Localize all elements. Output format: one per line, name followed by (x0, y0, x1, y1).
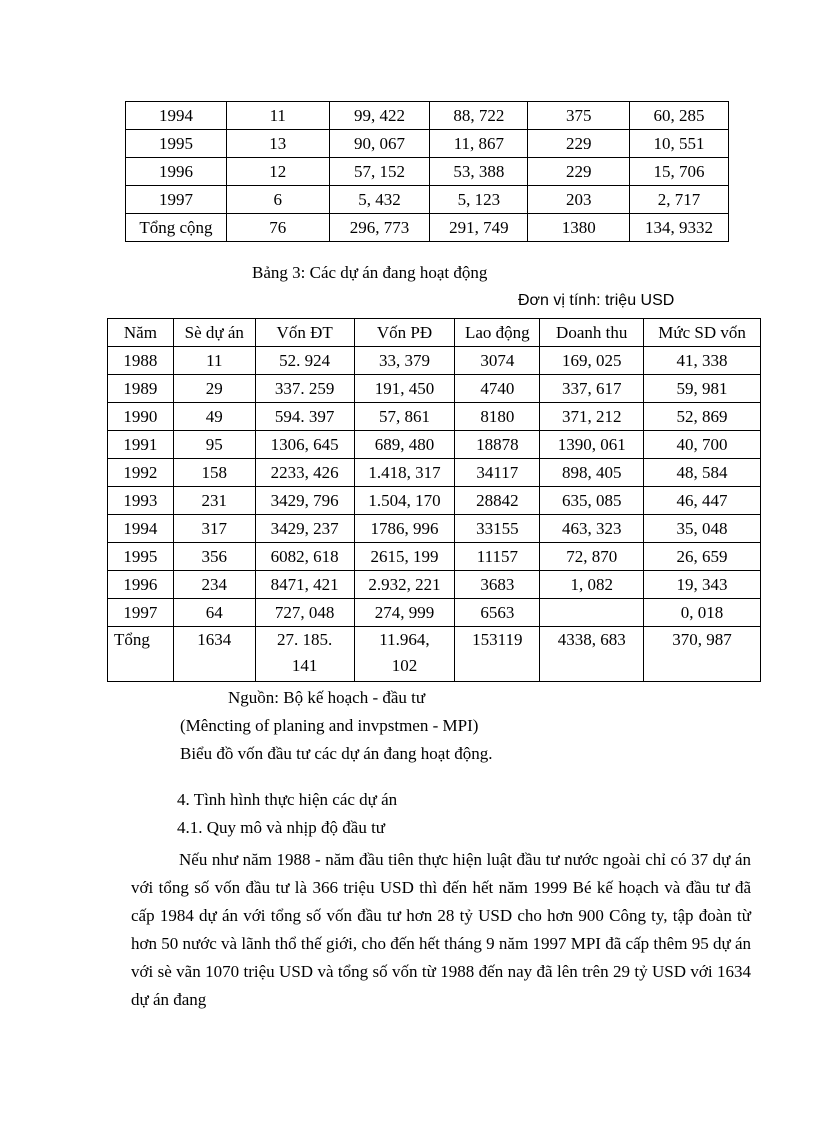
total-revenue: 4338, 683 (540, 627, 644, 682)
header-cell: Vốn ĐT (255, 319, 354, 347)
table-cell: 0, 018 (644, 599, 761, 627)
table-cell: 1380 (528, 214, 630, 242)
table-cell: 169, 025 (540, 347, 644, 375)
table-cell: 60, 285 (630, 102, 729, 130)
table-cell: 1994 (108, 515, 174, 543)
table-cell: 337. 259 (255, 375, 354, 403)
table-row (108, 599, 761, 627)
table-cell: 11, 867 (430, 130, 528, 158)
table-cell: 5, 432 (329, 186, 430, 214)
header-cell: Năm (108, 319, 174, 347)
total-row (108, 627, 761, 682)
table-cell: 11 (226, 102, 329, 130)
table-row (108, 375, 761, 403)
table-cell: 13 (226, 130, 329, 158)
table-cell: 1786, 996 (354, 515, 455, 543)
table-cell: 727, 048 (255, 599, 354, 627)
table-cell: 15, 706 (630, 158, 729, 186)
table-cell: 49 (173, 403, 255, 431)
table-cell: 203 (528, 186, 630, 214)
total-von-pd-line1: 11.964, (379, 630, 430, 649)
summary-table-top (125, 101, 729, 242)
table-cell: 375 (528, 102, 630, 130)
table-cell: 594. 397 (255, 403, 354, 431)
header-cell: Vốn PĐ (354, 319, 455, 347)
table-cell: 1997 (108, 599, 174, 627)
table-cell: 6082, 618 (255, 543, 354, 571)
table-cell: 1306, 645 (255, 431, 354, 459)
table-row (108, 431, 761, 459)
table-cell: 19, 343 (644, 571, 761, 599)
table-cell: 291, 749 (430, 214, 528, 242)
table-cell: 18878 (455, 431, 540, 459)
table-cell: 356 (173, 543, 255, 571)
table-cell: 3429, 237 (255, 515, 354, 543)
table-cell: 76 (226, 214, 329, 242)
table-cell: 53, 388 (430, 158, 528, 186)
table-row (108, 487, 761, 515)
table-cell: 1989 (108, 375, 174, 403)
table-cell: 6 (226, 186, 329, 214)
table-cell: 52. 924 (255, 347, 354, 375)
total-label: Tổng (108, 627, 174, 682)
table-row (108, 571, 761, 599)
table-caption: Bảng 3: Các dự án đang hoạt động (252, 263, 488, 282)
table-cell: 191, 450 (354, 375, 455, 403)
table-cell: 40, 700 (644, 431, 761, 459)
table-cell: 59, 981 (644, 375, 761, 403)
total-von-dt (255, 627, 354, 682)
table-cell: 48, 584 (644, 459, 761, 487)
table-cell: 1995 (126, 130, 227, 158)
table-cell: 1988 (108, 347, 174, 375)
table-cell: 11157 (455, 543, 540, 571)
table-cell: 1.418, 317 (354, 459, 455, 487)
total-usage: 370, 987 (644, 627, 761, 682)
header-cell: Sè dự án (173, 319, 255, 347)
table-cell: 90, 067 (329, 130, 430, 158)
table-row (126, 158, 729, 186)
summary-table-body (126, 102, 729, 242)
table-cell: 46, 447 (644, 487, 761, 515)
header-cell: Mức SD vốn (644, 319, 761, 347)
table-cell: 2, 717 (630, 186, 729, 214)
table-cell: 3683 (455, 571, 540, 599)
table-cell: 231 (173, 487, 255, 515)
table-cell: 1390, 061 (540, 431, 644, 459)
source-line: Nguồn: Bộ kế hoạch - đầu tư (228, 688, 426, 707)
table-cell: 1990 (108, 403, 174, 431)
table-cell: 35, 048 (644, 515, 761, 543)
table-cell: 234 (173, 571, 255, 599)
total-labor: 153119 (455, 627, 540, 682)
table-row (108, 403, 761, 431)
table-cell: 11 (173, 347, 255, 375)
table-cell: 229 (528, 158, 630, 186)
table-row (126, 102, 729, 130)
table-cell: 28842 (455, 487, 540, 515)
table-cell: Tổng cộng (126, 214, 227, 242)
total-von-pd-line2: 102 (391, 656, 418, 675)
table-cell: 1, 082 (540, 571, 644, 599)
table-cell: 57, 152 (329, 158, 430, 186)
table-cell: 33, 379 (354, 347, 455, 375)
table-cell: 72, 870 (540, 543, 644, 571)
table-row (108, 543, 761, 571)
table-cell: 95 (173, 431, 255, 459)
table-cell: 689, 480 (354, 431, 455, 459)
section-heading-4: 4. Tình hình thực hiện các dự án (177, 790, 398, 809)
table-cell: 12 (226, 158, 329, 186)
section-heading-4-1: 4.1. Quy mô và nhịp độ đầu tư (177, 818, 386, 837)
table-cell: 229 (528, 130, 630, 158)
table-cell: 296, 773 (329, 214, 430, 242)
header-cell: Lao động (455, 319, 540, 347)
table-cell: 1994 (126, 102, 227, 130)
table-cell: 1993 (108, 487, 174, 515)
table-cell (540, 599, 644, 627)
table-cell: 6563 (455, 599, 540, 627)
table-cell: 2.932, 221 (354, 571, 455, 599)
table-cell: 26, 659 (644, 543, 761, 571)
table-cell: 1995 (108, 543, 174, 571)
table-cell: 57, 861 (354, 403, 455, 431)
table-cell: 41, 338 (644, 347, 761, 375)
table-cell: 8471, 421 (255, 571, 354, 599)
table-cell: 88, 722 (430, 102, 528, 130)
table-cell: 3074 (455, 347, 540, 375)
table-header-row (108, 319, 761, 347)
body-paragraph: Nếu như năm 1988 - năm đầu tiên thực hiện luật đầu tư nước ngoài chỉ có 37 dự án với tổng số vốn đầu tư là 366 triệu USD thì đến hết năm 1999 Bé kế hoạch và đầu tư đã cấp 1984 dự án với tổng số vốn đầu tư hơn 28 tỷ USD cho hơn 900 Công ty, tập đoàn từ hơn 50 nước và lãnh thổ thế giới, cho đến hết tháng 9 năm 1997 MPI đã cấp thêm 95 dự án với sè vãn 1070 triệu USD và tổng số vốn từ 1988 đến nay đã lên trên 29 tỷ USD với 1634 dự án đang (131, 850, 751, 1009)
table-row (108, 459, 761, 487)
table-row (126, 130, 729, 158)
table-cell: 99, 422 (329, 102, 430, 130)
table-cell: 64 (173, 599, 255, 627)
table-cell: 134, 9332 (630, 214, 729, 242)
table-cell: 2615, 199 (354, 543, 455, 571)
table-cell: 274, 999 (354, 599, 455, 627)
total-von-dt-line2: 141 (291, 656, 318, 675)
table-row (126, 186, 729, 214)
table-cell: 1992 (108, 459, 174, 487)
table-cell: 337, 617 (540, 375, 644, 403)
header-cell: Doanh thu (540, 319, 644, 347)
chart-caption: Biểu đồ vốn đầu tư các dự án đang hoạt động. (180, 744, 493, 763)
table-cell: 3429, 796 (255, 487, 354, 515)
table-cell: 2233, 426 (255, 459, 354, 487)
table-cell: 158 (173, 459, 255, 487)
table-cell: 463, 323 (540, 515, 644, 543)
total-projects: 1634 (173, 627, 255, 682)
active-projects-body (108, 347, 761, 627)
table-cell: 317 (173, 515, 255, 543)
table-cell: 371, 212 (540, 403, 644, 431)
total-von-dt-line1: 27. 185. (277, 630, 333, 649)
table-cell: 1996 (108, 571, 174, 599)
table-cell: 52, 869 (644, 403, 761, 431)
table-cell: 635, 085 (540, 487, 644, 515)
table-cell: 4740 (455, 375, 540, 403)
table-row (108, 347, 761, 375)
table-cell: 29 (173, 375, 255, 403)
table-cell: 33155 (455, 515, 540, 543)
total-von-pd (354, 627, 455, 682)
table-cell: 10, 551 (630, 130, 729, 158)
unit-label: Đơn vị tính: triệu USD (518, 292, 675, 309)
table-cell: 34117 (455, 459, 540, 487)
table-cell: 1991 (108, 431, 174, 459)
source-english: (Mêncting of planing and invpstmen - MPI) (180, 716, 479, 735)
table-row (108, 515, 761, 543)
table-cell: 5, 123 (430, 186, 528, 214)
active-projects-table (107, 318, 761, 682)
table-cell: 1996 (126, 158, 227, 186)
table-cell: 8180 (455, 403, 540, 431)
table-cell: 1997 (126, 186, 227, 214)
table-cell: 898, 405 (540, 459, 644, 487)
table-row (126, 214, 729, 242)
table-cell: 1.504, 170 (354, 487, 455, 515)
